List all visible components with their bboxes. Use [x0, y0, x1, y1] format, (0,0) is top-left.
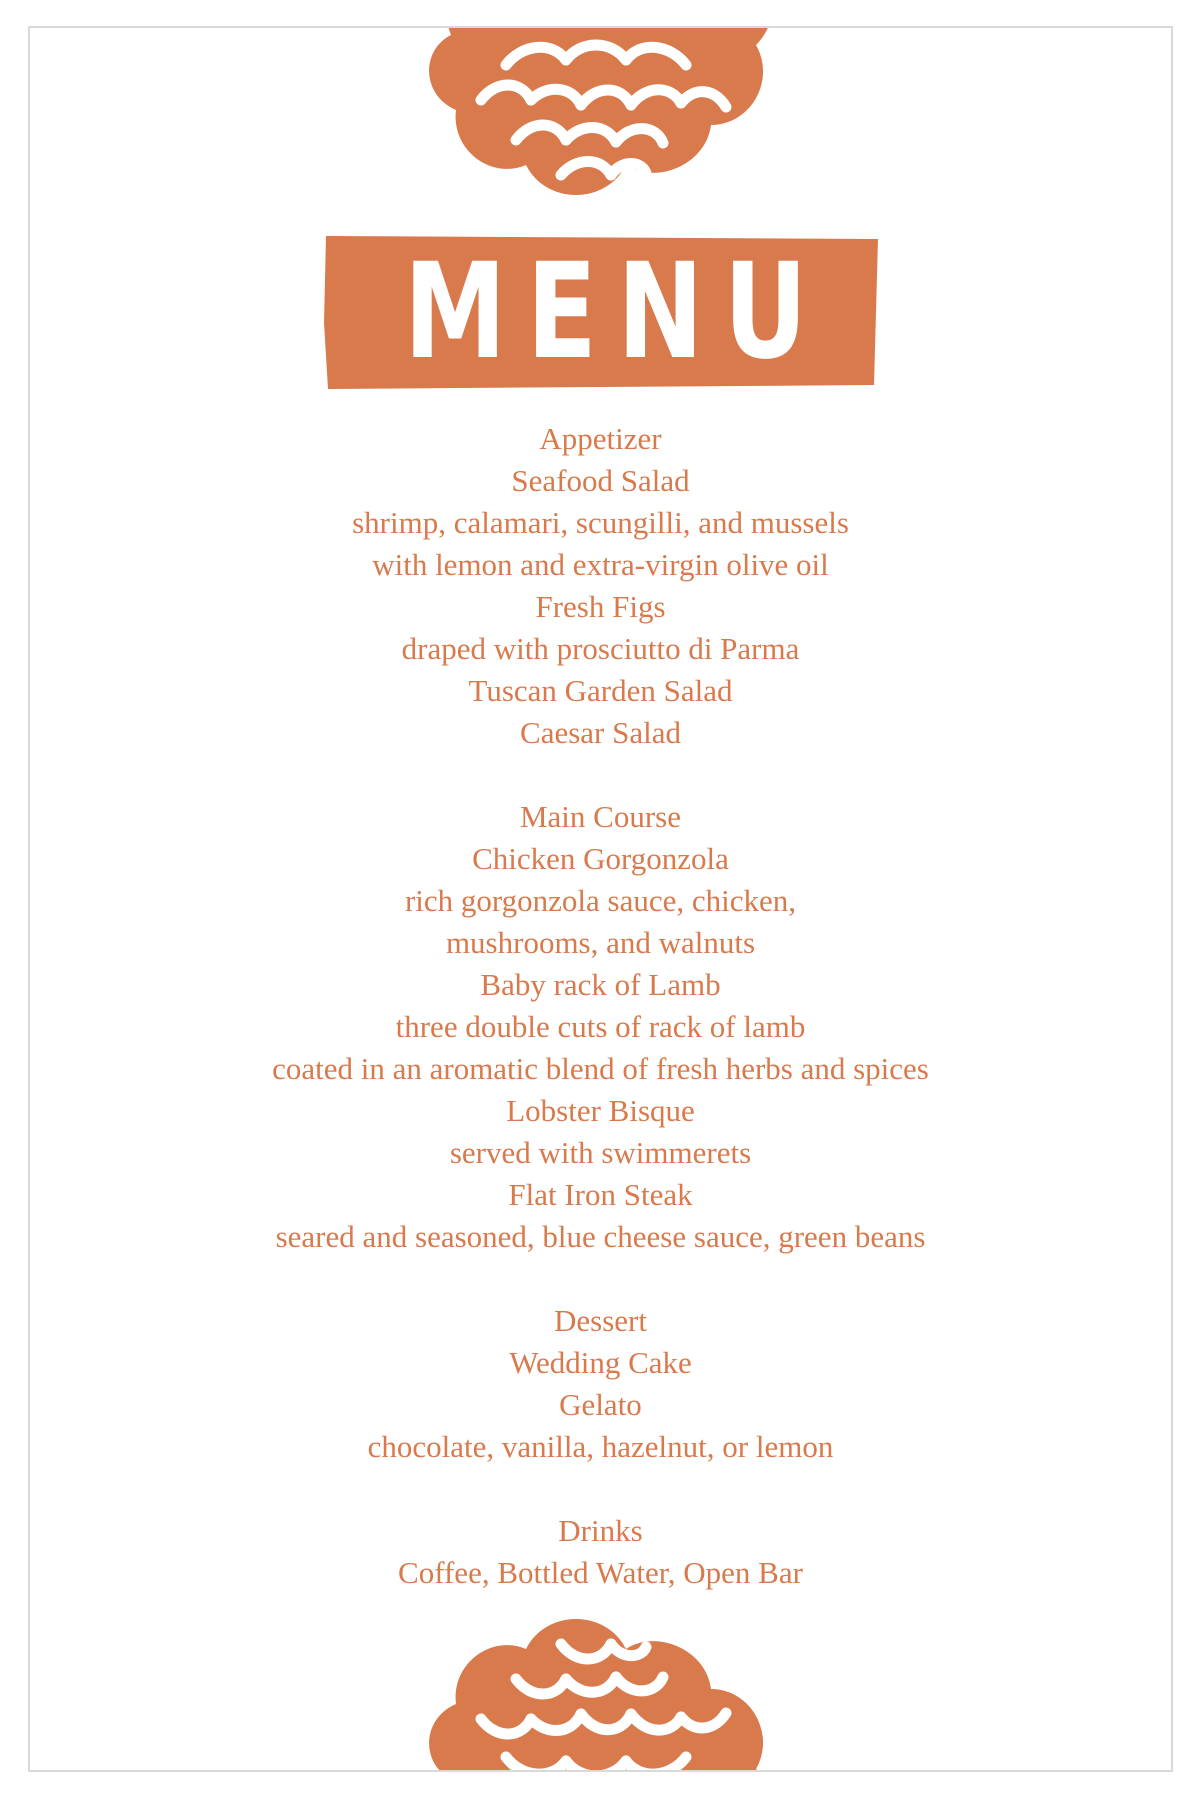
menu-item-line: chocolate, vanilla, hazelnut, or lemon	[367, 1429, 834, 1464]
section-heading: Dessert	[554, 1303, 647, 1338]
menu-body	[30, 418, 1171, 1594]
menu-item-line: Seafood Salad	[511, 463, 690, 498]
menu-item-line: served with swimmerets	[449, 1135, 752, 1170]
section-spacer	[30, 1258, 1171, 1300]
menu-item-line: Wedding Cake	[509, 1345, 692, 1380]
menu-card	[28, 26, 1173, 1772]
menu-item-line: Tuscan Garden Salad	[468, 673, 733, 708]
section-spacer	[30, 754, 1171, 796]
menu-banner	[322, 233, 882, 391]
menu-section-main-course	[30, 796, 1171, 1258]
menu-item-line: Caesar Salad	[520, 715, 681, 750]
menu-item-line: three double cuts of rack of lamb	[395, 1009, 806, 1044]
menu-section-dessert	[30, 1300, 1171, 1468]
menu-item-line: rich gorgonzola sauce, chicken,	[404, 883, 797, 918]
menu-item-line: Chicken Gorgonzola	[472, 841, 729, 876]
dahlia-flower-icon	[421, 1604, 781, 1772]
menu-title: MENU	[403, 235, 828, 389]
menu-section-drinks	[30, 1510, 1171, 1594]
menu-item-line: draped with prosciutto di Parma	[401, 631, 800, 666]
menu-item-line: Gelato	[559, 1387, 642, 1422]
menu-item-line: with lemon and extra-virgin olive oil	[372, 547, 829, 582]
menu-item-line: Lobster Bisque	[506, 1093, 695, 1128]
menu-item-line: Coffee, Bottled Water, Open Bar	[398, 1555, 803, 1590]
menu-item-line: coated in an aromatic blend of fresh herbs and spices	[272, 1051, 929, 1086]
menu-item-line: Baby rack of Lamb	[480, 967, 721, 1002]
menu-item-line: seared and seasoned, blue cheese sauce, green beans	[275, 1219, 926, 1254]
dahlia-flower-icon	[421, 26, 781, 215]
menu-item-line: Flat Iron Steak	[508, 1177, 693, 1212]
menu-item-line: Fresh Figs	[535, 589, 666, 624]
section-heading: Drinks	[558, 1513, 643, 1548]
menu-item-line: shrimp, calamari, scungilli, and mussels	[352, 505, 849, 540]
menu-item-line: mushrooms, and walnuts	[445, 925, 756, 960]
section-spacer	[30, 1468, 1171, 1510]
section-heading: Appetizer	[539, 421, 662, 456]
menu-section-appetizer	[30, 418, 1171, 754]
section-heading: Main Course	[519, 799, 681, 834]
